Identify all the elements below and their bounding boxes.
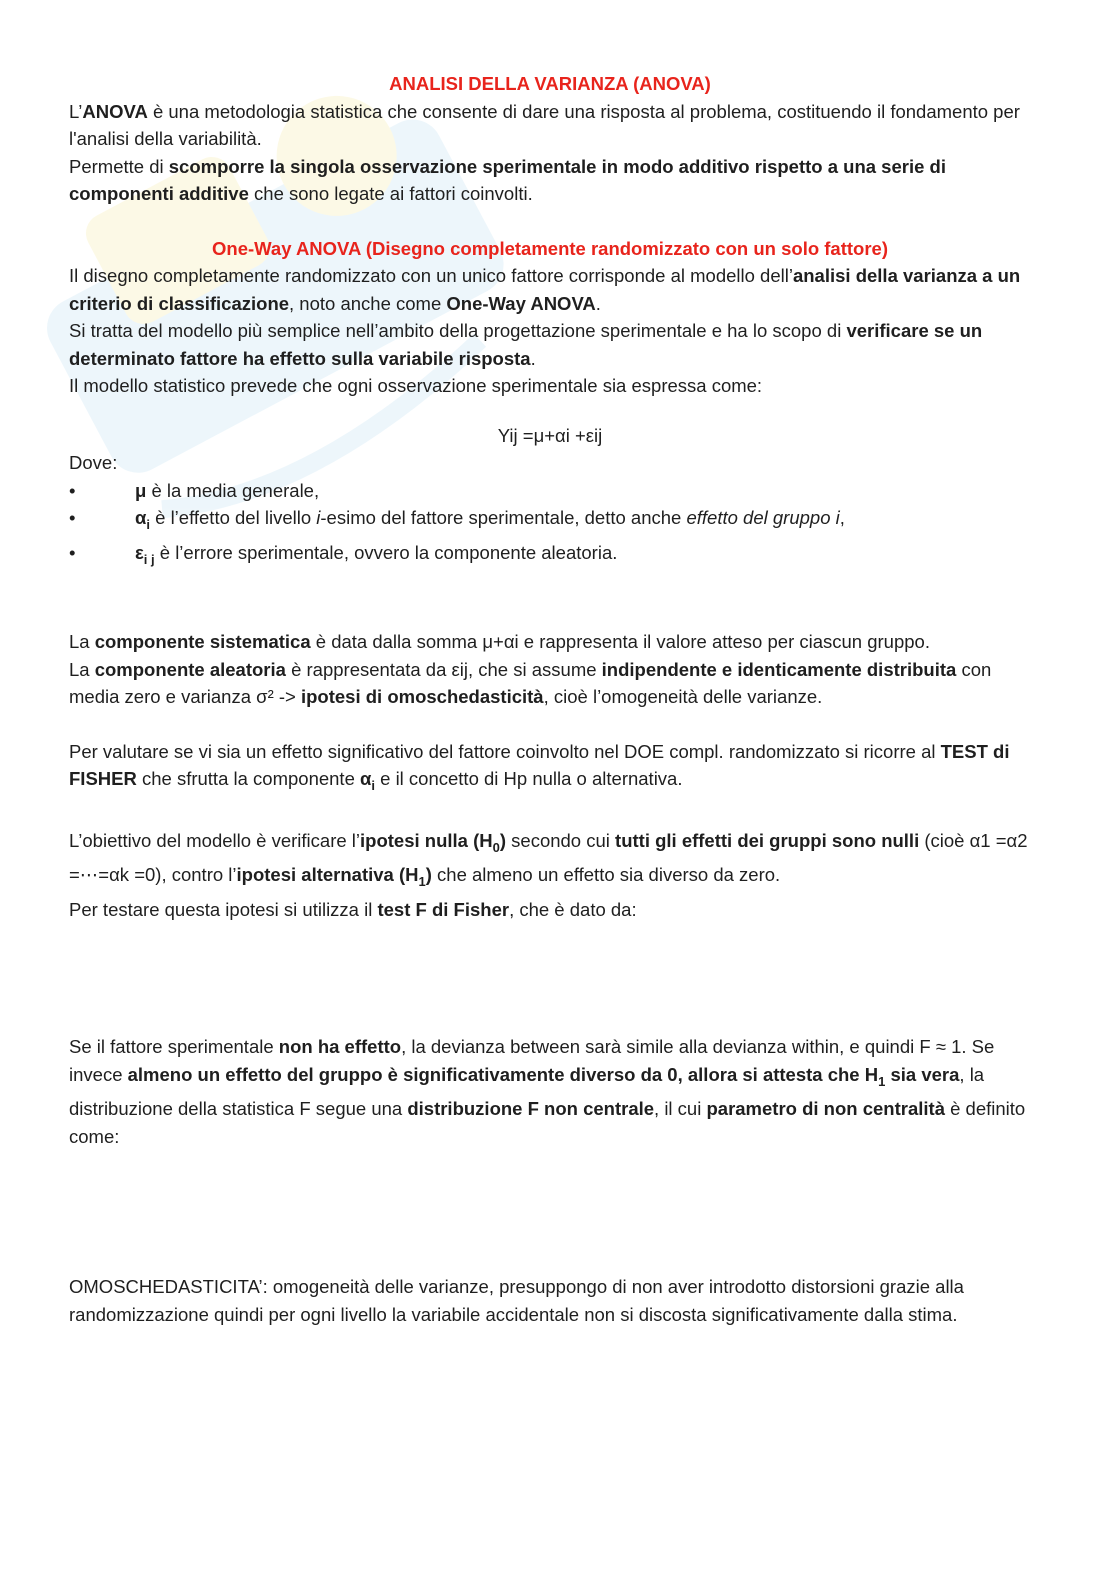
oneway-paragraph-1: Il disegno completamente randomizzato con un unico fattore corrisponde al modello dell’analisi della varianza a un criterio di classificazione, noto anche come One-Way ANOVA. — [69, 265, 1021, 314]
hypothesis-paragraph-2: Per testare questa ipotesi si utilizza il test F di Fisher, che è dato da: — [69, 898, 637, 920]
oneway-paragraph-3: Il modello statistico prevede che ogni osservazione sperimentale sia espressa come: — [69, 375, 763, 396]
fisher-paragraph: Per valutare se vi sia un effetto significativo del fattore coinvolto nel DOE compl. randomizzato si ricorre al TEST di FISHER che sfrutta la componente $\alpha_i$ e il concetto di Hp nulla o alternativa. — [69, 740, 1010, 793]
components-paragraph-2: La componente aleatoria è rappresentata da εij, che si assume indipendente e identicamente distribuita con media zero e varianza σ² -> ipotesi di omoschedasticità, cioè l’omogeneità delle varianze. — [69, 658, 992, 707]
model-formula: Yij =μ+αi +εij — [497, 424, 603, 446]
bullet-item-mu: • μ è la media generale, — [69, 479, 320, 501]
section-subtitle: One-Way ANOVA (Disegno completamente randomizzato con un solo fattore) — [212, 237, 888, 259]
dove-label: Dove: — [69, 452, 118, 473]
bullet-item-epsilon: • $\varepsilon_{i j}$ è l’errore sperimentale, ovvero la componente aleatoria. — [69, 541, 618, 567]
oneway-paragraph-2: Si tratta del modello più semplice nell’ambito della progettazione sperimentale e ha lo scopo di verificare se un determinato fattore ha effetto sulla variabile risposta. — [69, 320, 983, 369]
hypothesis-paragraph-1: L’obiettivo del modello è verificare l’ipotesi nulla $(H_0)$ secondo cui tutti gli effetti dei gruppi sono nulli (cioè α1 =α2 =⋯=αk =0), contro l’ipotesi alternativa $(H_1)$ che almeno un effetto sia diverso da zero. — [69, 829, 1028, 889]
page-title: ANALISI DELLA VARIANZA (ANOVA) — [389, 73, 711, 94]
intro-paragraph-1: L’ANOVA è una metodologia statistica che consente di dare una risposta al problema, costituendo il fondamento per l'analisi della variabilità. — [69, 100, 1020, 149]
omoschedasticita-paragraph: OMOSCHEDASTICITA’: omogeneità delle varianze, presuppongo di non aver introdotto distorsioni grazie alla randomizzazione quindi per ogni livello la variabile accidentale non si discosta significativamente dalla stima. — [69, 1276, 964, 1325]
noeffect-paragraph: Se il fattore sperimentale non ha effetto, la devianza between sarà simile alla devianza within, e quindi F ≈ 1. Se invece almeno un effetto del gruppo è significativamente diverso da 0, allora si attesta che $H_1$ sia vera, la distribuzione della statistica F segue una distribuzione F non centrale, il cui parametro di non centralità è definito come: — [69, 1036, 1026, 1147]
components-paragraph-1: La componente sistematica è data dalla somma μ+αi e rappresenta il valore atteso per ciascun gruppo. — [69, 631, 930, 652]
intro-paragraph-2: Permette di scomporre la singola osservazione sperimentale in modo additivo rispetto a una serie di componenti additive che sono legate ai fattori coinvolti. — [69, 155, 946, 204]
bullet-item-alpha: • $\alpha_i$ è l’effetto del livello i-esimo del fattore sperimentale, detto anche effetto del gruppo i, — [69, 507, 845, 532]
document-body — [69, 70, 1031, 1328]
